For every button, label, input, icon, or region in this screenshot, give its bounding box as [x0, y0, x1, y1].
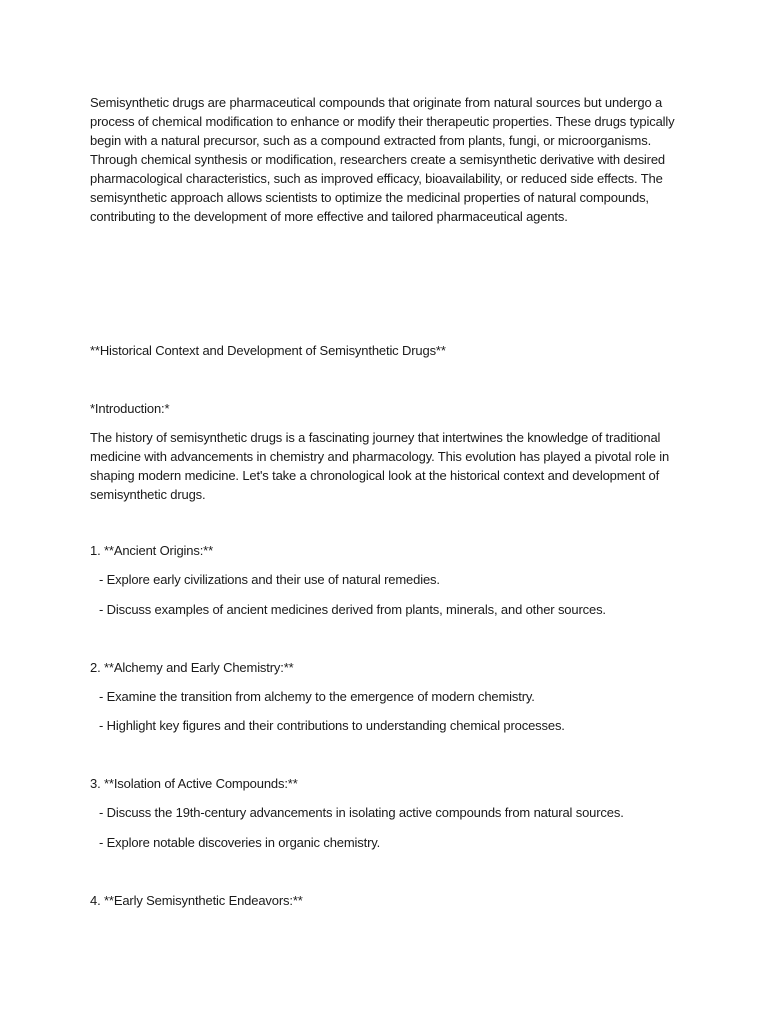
bullet-item: - Examine the transition from alchemy to the emergence of modern chemistry. [99, 689, 535, 704]
bullet-item: - Highlight key figures and their contributions to understanding chemical processes. [99, 718, 565, 733]
bullet-item: - Explore early civilizations and their use of natural remedies. [99, 572, 440, 587]
section-heading-early-semisynthetic: 4. **Early Semisynthetic Endeavors:** [90, 893, 303, 908]
section-title: **Historical Context and Development of Semisynthetic Drugs** [90, 343, 446, 358]
intro-paragraph: Semisynthetic drugs are pharmaceutical compounds that originate from natural sources but undergo a process of chemical modification to enhance or modify their therapeutic properties. These drugs typically begin with a natural precursor, such as a compound extracted from plants, fungi, or microorganisms. Through chemical synthesis or modification, researchers create a semisynthetic derivative with desired pharmacological characteristics, such as improved efficacy, bioavailability, or reduced side effects. The semisynthetic approach allows scientists to optimize the medicinal properties of natural compounds, contributing to the development of more effective and tailored pharmaceutical agents. [90, 95, 675, 224]
section-heading-alchemy: 2. **Alchemy and Early Chemistry:** [90, 660, 294, 675]
section-heading-ancient-origins: 1. **Ancient Origins:** [90, 543, 214, 558]
bullet-item: - Discuss the 19th-century advancements in isolating active compounds from natural sources. [99, 805, 624, 820]
introduction-label: *Introduction:* [90, 401, 170, 416]
section-heading-isolation: 3. **Isolation of Active Compounds:** [90, 776, 298, 791]
introduction-paragraph: The history of semisynthetic drugs is a fascinating journey that intertwines the knowledge of traditional medicine with advancements in chemistry and pharmacology. This evolution has played a pivotal role in shaping modern medicine. Let's take a chronological look at the historical context and development of semisynthetic drugs. [90, 430, 670, 502]
bullet-item: - Explore notable discoveries in organic chemistry. [99, 835, 381, 850]
bullet-item: - Discuss examples of ancient medicines derived from plants, minerals, and other sources. [99, 602, 606, 617]
